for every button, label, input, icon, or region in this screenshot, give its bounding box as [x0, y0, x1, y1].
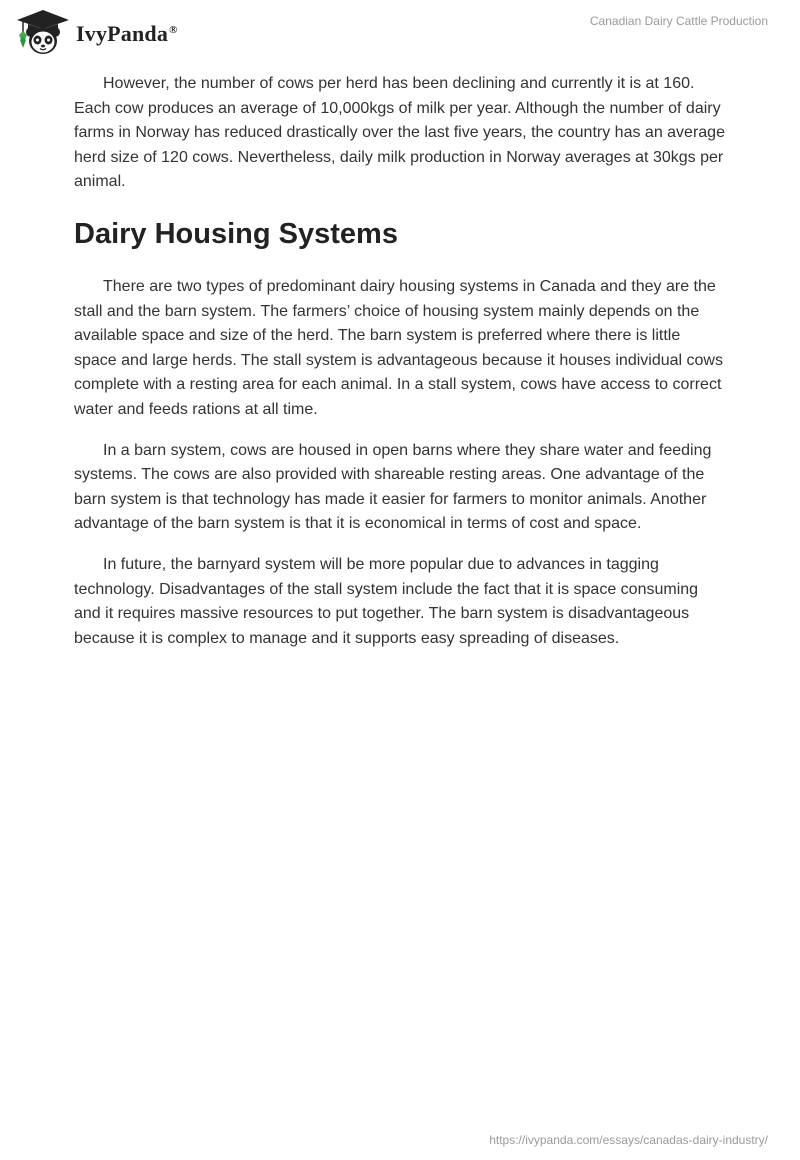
source-url[interactable]: https://ivypanda.com/essays/canadas-dairy-industry/ [489, 1133, 768, 1147]
body-paragraph: There are two types of predominant dairy housing systems in Canada and they are the stall and the barn system. The farmers’ choice of housing system mainly depends on the available space and size of the herd. The barn system is preferred where there is little space and large herds. The stall system is advantageous because it houses individual cows complete with a resting area for each animal. In a stall system, cows have access to correct water and feeds rations at all time. [74, 277, 723, 418]
body-paragraph: However, the number of cows per herd has been declining and currently it is at 160. Each cow produces an average of 10,000kgs of milk per year. Although the number of dairy farms in Norway has reduced drastically over the last five years, the country has an average herd size of 120 cows. Nevertheless, daily milk production in Norway averages at 30kgs per animal. [74, 75, 725, 191]
page-header [0, 0, 800, 64]
body-paragraph: In a barn system, cows are housed in open barns where they share water and feeding systems. The cows are also provided with shareable resting areas. One advantage of the barn system is that technology has made it easier for farmers to monitor animals. Another advantage of the barn system is that it is economical in terms of cost and space. [74, 441, 712, 533]
logo-wordmark: IvyPanda® [76, 21, 178, 46]
section-heading: Dairy Housing Systems [74, 217, 398, 250]
panda-graduate-icon [14, 8, 72, 58]
document-title: Canadian Dairy Cattle Production [589, 14, 768, 28]
essay-content [74, 72, 726, 667]
body-paragraph: In future, the barnyard system will be more popular due to advances in tagging technology. Disadvantages of the stall system include the fact that it is space consuming and it requires massive resources to put together. The barn system is disadvantageous because it is complex to manage and it supports easy spreading of diseases. [74, 555, 699, 647]
registered-mark: ® [169, 23, 178, 36]
ivypanda-logo[interactable] [14, 8, 178, 58]
